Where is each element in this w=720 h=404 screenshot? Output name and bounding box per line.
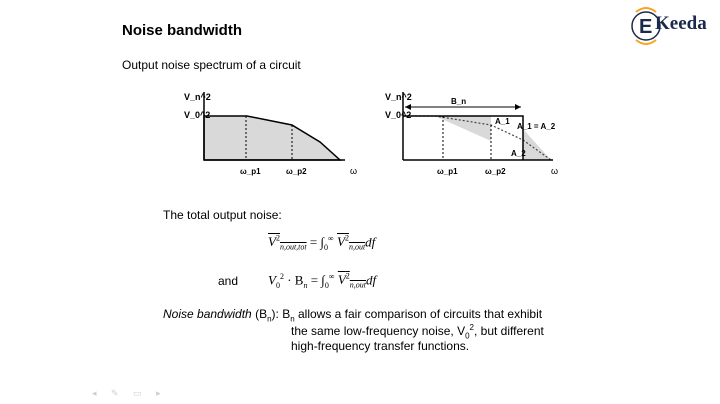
- tick-p2: ω_p2: [485, 167, 506, 176]
- total-noise-equation: $V^2_{n,out,tot} = \int_0^\infty$ $V^2_{n,out}df$: [268, 234, 376, 252]
- logo-text: Keeda: [655, 13, 707, 34]
- y0-label: V_0^2: [385, 110, 412, 120]
- slide-subtitle: Output noise spectrum of a circuit: [122, 58, 301, 72]
- area-a2: [523, 129, 551, 160]
- tick-p1: ω_p1: [240, 167, 261, 176]
- noise-spectrum-graph: [170, 84, 370, 180]
- y-axis-label: V_n^2: [385, 92, 412, 102]
- presentation-toolbar[interactable]: ◂ ✎ ▭ ▸: [92, 388, 167, 398]
- and-word: and: [218, 274, 239, 288]
- noise-bandwidth-equation: $V_0^2 \cdot B_n = \int_0^\infty$ $V^2_{n,out}df$: [268, 272, 377, 290]
- x-axis-label: ω: [350, 166, 358, 176]
- y-axis-label: V_n^2: [184, 92, 211, 102]
- noise-bandwidth-definition: Noise bandwidth $(B_n)$: $B_n$ allows a fair comparison of circuits that exhibit: [163, 307, 543, 324]
- bn-label: B_n: [451, 97, 467, 106]
- a2-label: A_2: [511, 149, 526, 158]
- slide-title: Noise bandwidth: [122, 22, 242, 39]
- area-equality: A_1 = A_2: [517, 122, 556, 131]
- tick-p2: ω_p2: [286, 167, 307, 176]
- logo-letter: E: [639, 16, 653, 38]
- tick-p1: ω_p1: [437, 167, 458, 176]
- y0-label: V_0^2: [184, 110, 211, 120]
- x-axis-label: ω: [551, 166, 559, 176]
- spectrum-curve: [204, 116, 340, 160]
- definition-line-3: high-frequency transfer functions.: [291, 339, 470, 353]
- noise-bandwidth-graph: [383, 84, 573, 180]
- definition-line-2: the same low-frequency noise, $V_0^2$, but different: [291, 323, 544, 341]
- a1-label: A_1: [495, 117, 510, 126]
- total-noise-intro: The total output noise:: [163, 208, 282, 222]
